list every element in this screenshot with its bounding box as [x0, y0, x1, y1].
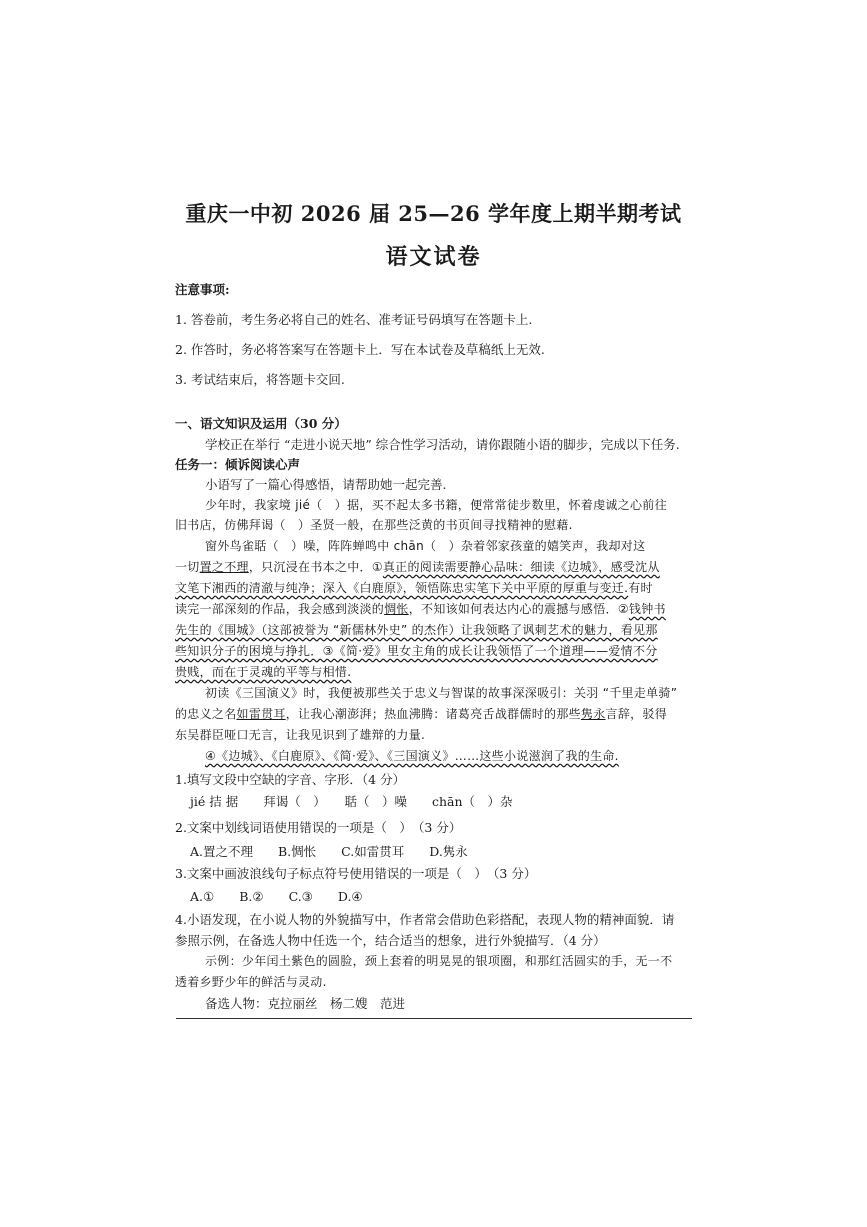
question-3-options: A.① B.② C.③ D.④ [190, 889, 363, 904]
essay-line [175, 579, 653, 596]
essay-text: ，不知该如何表达内心的震撼与感悟．② [408, 602, 629, 616]
note-item: 1. 答卷前，考生务必将自己的姓名、准考证号码填写在答题卡上. [175, 312, 533, 327]
candidates: 备选人物：克拉丽丝 杨二嫂 范进 [205, 996, 406, 1011]
section-intro: 学校正在举行 “走进小说天地” 综合性学习活动，请你跟随小语的脚步，完成以下任务. [205, 437, 680, 452]
underlined-word: 如雷贯耳 [236, 707, 286, 721]
essay-text: 的忠义之名 [175, 707, 237, 721]
answer-line [176, 1018, 692, 1019]
section-heading: 一、语文知识及运用（30 分） [175, 416, 347, 431]
exam-subtitle: 语文试卷 [385, 244, 482, 270]
wavy-sentence: 文笔下湘西的清澈与纯净；深入《白鹿原》，领悟陈忠实笔下关中平原的厚重与变迁. [175, 581, 629, 595]
note-item: 3. 考试结束后，将答题卡交回. [175, 372, 345, 387]
wavy-sentence: ④《边城》、《白鹿原》、《简·爱》、《三国演义》……这些小说滋润了我的生命. [205, 749, 619, 763]
wavy-sentence: 些知识分子的困境与挣扎．③《简·爱》里女主角的成长让我领悟了一个道理——爱情不分 [175, 644, 658, 658]
underlined-word: 惆怅 [384, 602, 409, 616]
essay-text: 读完一部深刻的作品，我会感到淡淡的 [175, 602, 385, 616]
underlined-word: 隽永 [580, 707, 606, 721]
question-3: 3.文案中画波浪线句子标点符号使用错误的一项是（ ） （3 分） [175, 866, 537, 881]
note-item: 2. 作答时，务必将答案写在答题卡上．写在本试卷及草稿纸上无效. [175, 342, 545, 357]
task-intro: 小语写了一篇心得感悟，请帮助她一起完善. [205, 477, 447, 492]
underlined-word: 置之不理 [199, 560, 249, 574]
wavy-sentence: 贵贱，而在于灵魂的平等与相惜. [175, 665, 352, 679]
question-4-cont: 参照示例，在备选人物中任选一个，结合适当的想象，进行外貌描写．（4 分） [175, 933, 606, 948]
essay-line [175, 600, 666, 617]
essay-line: 窗外鸟雀聒（ ）噪，阵阵蝉鸣中 chān（ ）杂着邻家孩童的嬉笑声，我却对这 [205, 539, 646, 553]
essay-text: ，让我心潮澎湃；热血沸腾：诸葛亮舌战群儒时的那些 [285, 707, 581, 721]
notes-heading: 注意事项: [175, 282, 230, 297]
essay-text: ，只沉浸在书本之中．① [248, 560, 383, 574]
example-text: 透着乡野少年的鲜活与灵动. [175, 975, 327, 989]
question-1: 1.填写文段中空缺的字音、字形．（4 分） [175, 772, 406, 787]
essay-text: 有时 [628, 581, 653, 595]
essay-line: 初读《三国演义》时，我便被那些关于忠义与智谋的故事深深吸引：关羽 “千里走单骑” [205, 686, 678, 700]
essay-text: 一切 [175, 560, 200, 574]
wavy-sentence: 钱钟书 [628, 602, 666, 616]
question-2-options: A.置之不理 B.惆怅 C.如雷贯耳 D.隽永 [190, 844, 468, 859]
task-heading: 任务一：倾诉阅读心声 [175, 457, 301, 472]
question-1-answers: jié 拮 据 拜谒（ ） 聒（ ）噪 chān（ ）杂 [190, 794, 513, 809]
essay-line: 少年时，我家境 jié（ ）据，买不起太多书籍，便常常徒步数里，怀着虔诚之心前往 [205, 498, 667, 512]
essay-text: 言辞，驳得 [605, 707, 668, 721]
essay-line: 旧书店，仿佛拜谒（ ）圣贤一般，在那些泛黄的书页间寻找精神的慰藉. [175, 518, 573, 532]
essay-line [175, 705, 667, 722]
exam-title: 重庆一中初 2026 届 25—26 学年度上期半期考试 [185, 201, 682, 226]
wavy-sentence: 真正的阅读需要静心品味：细读《边城》，感受沈从 [382, 560, 660, 574]
essay-line [175, 558, 660, 575]
question-2: 2.文案中划线词语使用错误的一项是（ ） （3 分） [175, 820, 462, 835]
question-4: 4.小语发现，在小说人物的外貌描写中，作者常会借助色彩搭配，表现人物的精神面貌．请 [175, 912, 675, 927]
essay-line: 东吴群臣哑口无言，让我见识到了雄辩的力量. [175, 728, 426, 742]
example-text: 示例：少年闰土紫色的圆脸，颈上套着的明晃晃的银项圈，和那红活圆实的手，无一不 [205, 954, 673, 968]
wavy-sentence: 先生的《围城》（这部被誉为 “新儒林外史” 的杰作）让我领略了讽刺艺术的魅力，看见那 [175, 623, 658, 637]
